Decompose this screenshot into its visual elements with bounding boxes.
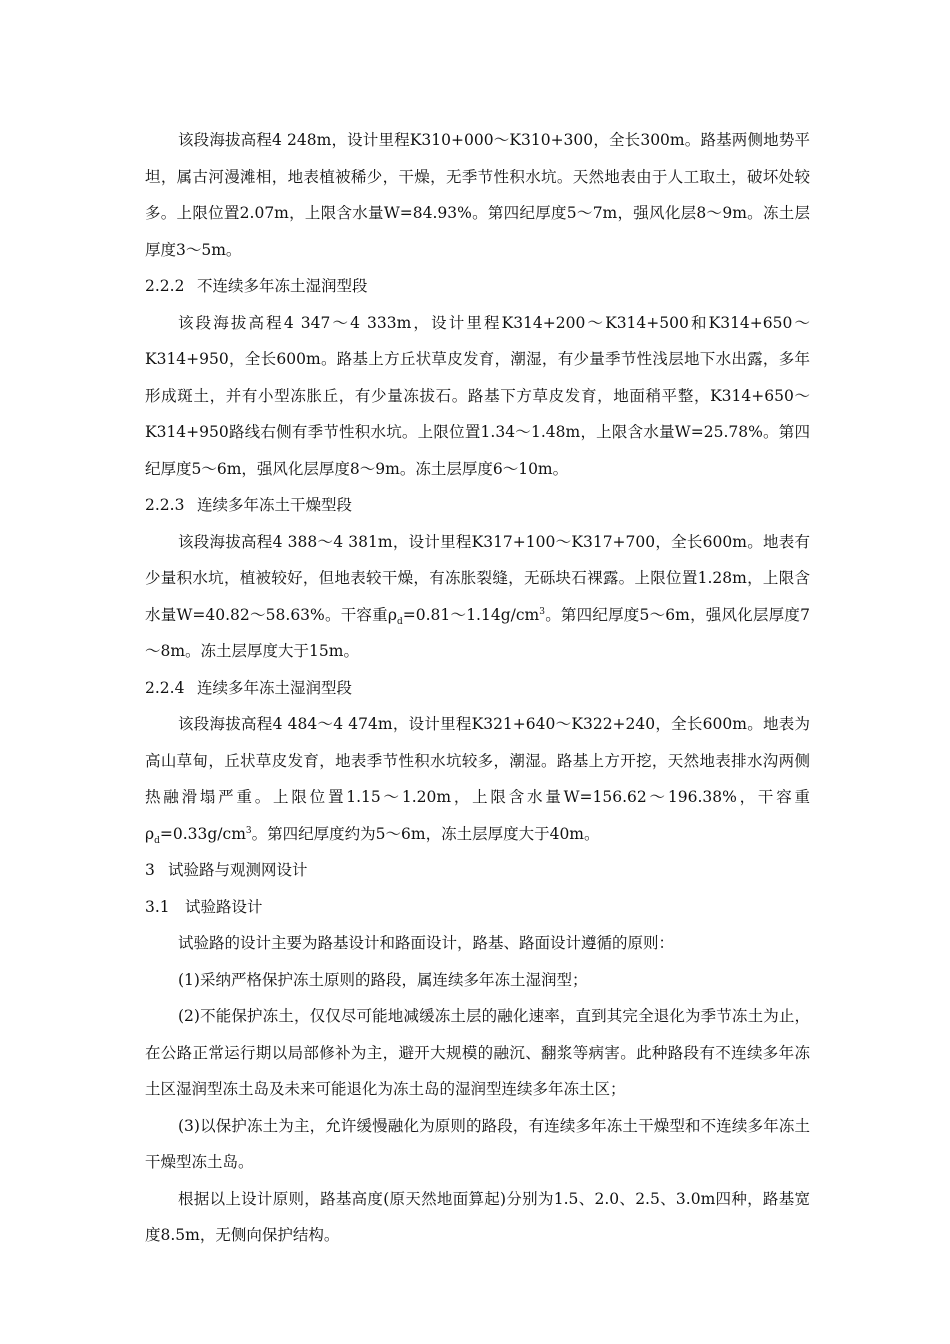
paragraph-principle-3: (3)以保护冻土为主，允许缓慢融化为原则的路段，有连续多年冻土干燥型和不连续多年冻土干燥型冻土岛。 (145, 1116, 810, 1171)
heading-title: 连续多年冻土干燥型段 (197, 496, 353, 514)
subscript: d (154, 835, 160, 846)
heading-title: 试验路设计 (185, 897, 263, 916)
heading-title: 连续多年冻土湿润型段 (197, 678, 353, 697)
paragraph-design-intro: 试验路的设计主要为路基设计和路面设计，路基、路面设计遵循的原则： (178, 934, 675, 952)
text-run: 该段海拔高程4 388～4 381m，设计里程K317+100～K317+700，全长600m。地表有少量积水坑，植被较好，但地表较干燥，有冻胀裂缝，无砾块石裸露。上限位置1.28m，上限含水量W=40.82～58.63%。干容重ρ (145, 532, 810, 624)
heading-number: 2.2.2 (145, 277, 185, 295)
paragraph-principle-1: (1)采纳严格保护冻土原则的路段，属连续多年冻土湿润型； (178, 970, 588, 989)
paragraph-section-221: 该段海拔高程4 248m，设计里程K310+000～K310+300，全长300m。路基两侧地势平坦，属古河漫滩相，地表植被稀少，干燥，无季节性积水坑。天然地表由于人工取土，破坏处较多。上限位置2.07m，上限含水量W=84.93%。第四纪厚度5～7m，强风化层8～9m。冻土层厚度3～5m。 (145, 131, 810, 259)
heading-number: 3 (145, 861, 155, 879)
paragraph-principle-2: (2)不能保护冻土，仅仅尽可能地减缓冻土层的融化速率，直到其完全退化为季节冻土为止，在公路正常运行期以局部修补为主，避开大规模的融沉、翻浆等病害。此种路段有不连续多年冻土区湿润型冻土岛及未来可能退化为冻土岛的湿润型连续多年冻土区； (145, 1007, 810, 1098)
heading-2-2-4 (145, 670, 810, 707)
paragraph-subgrade-height: 根据以上设计原则，路基高度(原天然地面算起)分别为1.5、2.0、2.5、3.0m四种，路基宽度8.5m，无侧向保护结构。 (145, 1189, 810, 1244)
document-body (145, 122, 810, 1254)
superscript: 3 (539, 606, 545, 617)
heading-number: 3.1 (145, 897, 170, 916)
text-run: 。第四纪厚度约为5～6m，冻土层厚度大于40m。 (251, 824, 600, 843)
text-run: =0.81～1.14g/cm (402, 605, 540, 624)
heading-3-1 (145, 889, 810, 926)
text-run: 该段海拔高程4 484～4 474m，设计里程K321+640～K322+240，全长600m。地表为高山草甸，丘状草皮发育，地表季节性积水坑较多，潮湿。路基上方开挖，天然地表排水沟两侧热融滑塌严重。上限位置1.15～1.20m，上限含水量W=156.62～196.38%，干容重ρ (145, 715, 810, 843)
heading-2-2-2 (145, 268, 810, 305)
text-run: 。第四纪厚度5～6m，强风化层厚度7～8m。冻土层厚度大于15m。 (145, 605, 810, 660)
superscript: 3 (245, 825, 252, 836)
text-run: =0.33g/cm (159, 824, 246, 843)
heading-title: 不连续多年冻土湿润型段 (197, 277, 368, 295)
paragraph-section-223 (145, 524, 810, 670)
heading-3 (145, 852, 810, 889)
paragraph-section-222: 该段海拔高程4 347～4 333m，设计里程K314+200～K314+500和K314+650～K314+950，全长600m。路基上方丘状草皮发育，潮湿，有少量季节性浅层地下水出露，多年形成斑土，并有小型冻胀丘，有少量冻拔石。路基下方草皮发育，地面稍平整，K314+650～K314+950路线右侧有季节性积水坑。上限位置1.34～1.48m，上限含水量W=25.78%。第四纪厚度5～6m，强风化层厚度8～9m。冻土层厚度6～10m。 (145, 313, 810, 478)
heading-number: 2.2.4 (145, 678, 185, 697)
subscript: d (396, 616, 403, 627)
heading-number: 2.2.3 (145, 496, 185, 514)
heading-title: 试验路与观测网设计 (168, 861, 308, 879)
heading-2-2-3 (145, 487, 810, 524)
paragraph-section-224 (145, 706, 810, 852)
